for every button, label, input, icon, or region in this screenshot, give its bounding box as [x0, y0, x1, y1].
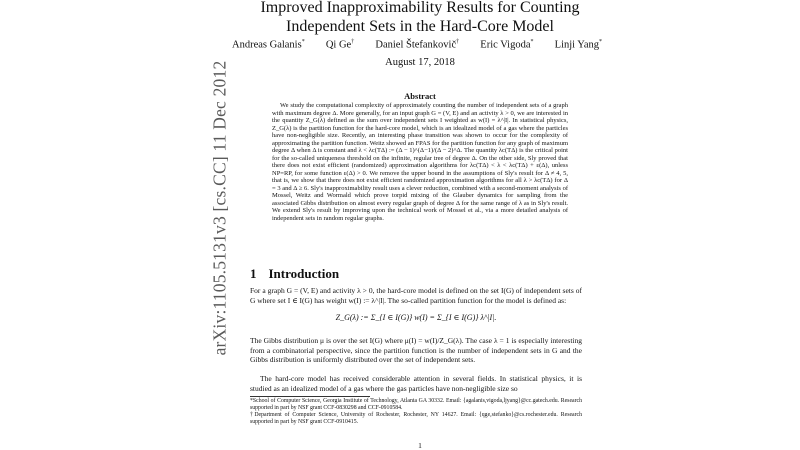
footnote-2: †Department of Computer Science, University of Rochester, Rochester, NY 14627. Email: {qge,stefanko}@cs.rochester.edu. Research supported in part by NSF grant CCF-0910415. — [250, 412, 582, 425]
author: Andreas Galanis* — [232, 39, 305, 51]
intro-paragraph-3: The hard-core model has received considerable attention in several fields. In statistical physics, it is studied as an idealized model of a gas where the gas particles have non-negligible size so — [250, 374, 582, 393]
abstract-heading: Abstract — [404, 91, 436, 101]
author-mark: * — [301, 39, 305, 45]
author: Eric Vigoda* — [480, 39, 534, 51]
author: Linji Yang* — [554, 39, 602, 51]
author-mark: † — [351, 39, 355, 45]
arxiv-identifier — [206, 58, 234, 358]
page-number: 1 — [418, 441, 422, 450]
author-mark: * — [530, 39, 534, 45]
abstract-text: We study the computational complexity of approximately counting the number of independent sets of a graph with maximum degree Δ. More generally, for an input graph G = (V, E) and an activity λ > 0, we are interested in the quantity Z_G(λ) defined as the sum over independent sets I weighted as w(I) = λ^|I|. In statistical physics, Z_G(λ) is the partition function for the hard-core model, which is an idealized model of a gas where the particles have non-negligible size. Recently, an interesting phase transition was shown to occur for the complexity of approximating the partition function. Weitz showed an FPAS for the partition function for any graph of maximum degree Δ when Δ is constant and λ < λc(TΔ) := (Δ − 1)^(Δ−1)/(Δ − 2)^Δ. The quantity λc(TΔ) is the critical point for the so-called uniqueness threshold on the infinite, regular tree of degree Δ. On the other side, Sly proved that there does not exist efficient (randomized) approximation algorithms for λc(TΔ) < λ < λc(TΔ) + ε(Δ), unless NP=RP, for some function ε(Δ) > 0. We remove the upper bound in the assumptions of Sly's result for Δ ≠ 4, 5, that is, we show that there does not exist efficient randomized approximation algorithms for all λ > λc(TΔ) for Δ = 3 and Δ ≥ 6. Sly's inapproximability result uses a clever reduction, combined with a second-moment analysis of Mossel, Weitz and Wormald which prove torpid mixing of the Glauber dynamics for sampling from the associated Gibbs distribution on almost every regular graph of degree Δ for the same range of λ as in Sly's result. We extend Sly's result by improving upon the technical work of Mossel et al., via a more detailed analysis of independent sets in random regular graphs. — [272, 102, 568, 222]
author-mark: † — [456, 39, 460, 45]
arxiv-identifier-text: arXiv:1105.5131v3 [cs.CC] 11 Dec 2012 — [209, 60, 230, 356]
intro-paragraph-1: For a graph G = (V, E) and activity λ > 0, the hard-core model is defined on the set I(G) of independent sets of G where set I ∈ I(G) has weight w(I) := λ^|I|. The so-called partition function for the model is defined as: — [250, 286, 582, 305]
intro-paragraph-2: The Gibbs distribution μ is over the set I(G) where μ(I) = w(I)/Z_G(λ). The case λ = 1 is especially interesting from a combinatorial perspective, since the partition function is the number of independent sets in G and the Gibbs distribution is uniformly distributed over the set of independent sets. — [250, 336, 582, 365]
author: Daniel Štefankovič† — [375, 39, 460, 51]
section-number: 1 — [250, 266, 257, 281]
author: Qi Ge† — [325, 39, 355, 51]
section-heading — [250, 266, 339, 282]
partition-function-equation: Z_G(λ) := Σ_{I ∈ I(G)} w(I) = Σ_{I ∈ I(G)} λ^|I|. — [335, 313, 497, 322]
footnote-1: *School of Computer Science, Georgia Institute of Technology, Atlanta GA 30332. Email: {agalanis,vigoda,ljyang}@cc.gatech.edu. Research supported in part by NSF grant CCF-0830298 and CCF-0910584. — [250, 398, 582, 411]
author-list — [232, 39, 602, 51]
footnote-rule — [250, 396, 370, 397]
footnotes — [250, 398, 582, 426]
paper-title: Improved Inapproximability Results for Counting Independent Sets in the Hard-Core Model — [260, 0, 580, 35]
paper-date: August 17, 2018 — [385, 57, 455, 68]
author-mark: * — [599, 39, 602, 45]
section-title: Introduction — [268, 266, 340, 281]
